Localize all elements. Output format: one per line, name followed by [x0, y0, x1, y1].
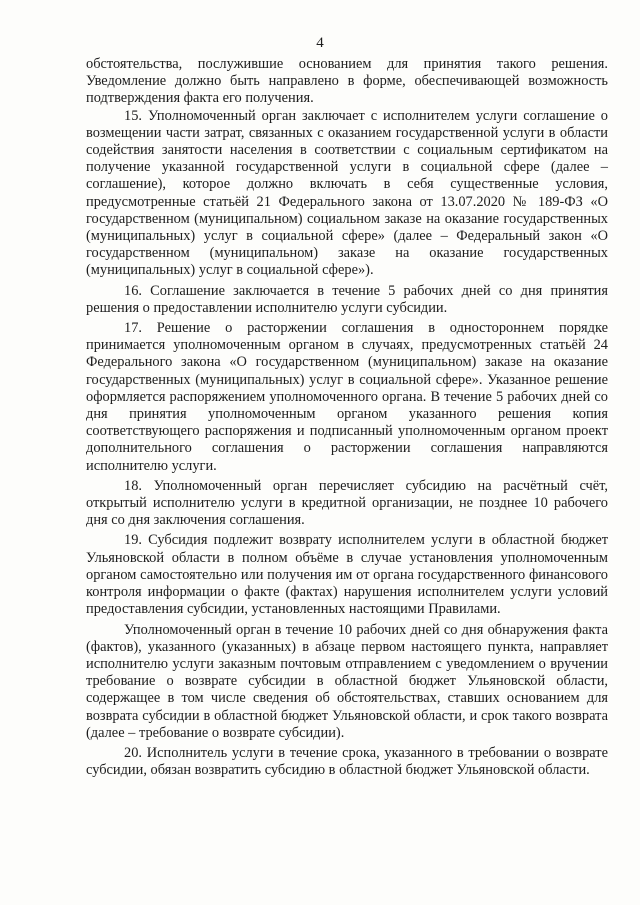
paragraph-17: 17. Решение о расторжении соглашения в одностороннем порядке принимается уполномоченным органом в случаях, предусмотренных статьёй 24 Федерального закона «О государственном (муниципальном) заказе на оказание государственных (муниципальных) услуг в социальной сфере». Указанное решение оформляется распоряжением уполномоченного органа. В течение 5 рабочих дней со дня принятия уполномоченным органом указанного решения копия соответствующего распоряжения и подписанный уполномоченным органом проект дополнительного соглашения о расторжении соглашения направляются исполнителю услуги. — [86, 320, 608, 474]
paragraph-20: 20. Исполнитель услуги в течение срока, указанного в требовании о возврате субсидии, обязан возвратить субсидию в областной бюджет Ульяновской области. — [86, 744, 608, 779]
document-body — [86, 56, 608, 779]
paragraph-19: 19. Субсидия подлежит возврату исполнителем услуги в областной бюджет Ульяновской области в полном объёме в случае установления уполномоченным органом самостоятельно или получения им от органа государственного финансового контроля информации о факте (фактах) нарушения исполнителем услуги условий предоставления субсидии, установленных настоящими Правилами. — [86, 532, 608, 618]
paragraph-18: 18. Уполномоченный орган перечисляет субсидию на расчётный счёт, открытый исполнителю услуги в кредитной организации, не позднее 10 рабочего дня со дня заключения соглашения. — [86, 477, 608, 529]
paragraph-16: 16. Соглашение заключается в течение 5 рабочих дней со дня принятия решения о предоставлении исполнителю услуги субсидии. — [86, 282, 608, 316]
page-number: 4 — [316, 35, 324, 51]
paragraph-continuation: обстоятельства, послужившие основанием для принятия такого решения. Уведомление должно быть направлено в форме, обеспечивающей возможность подтверждения факта его получения. — [86, 56, 608, 107]
paragraph-15: 15. Уполномоченный орган заключает с исполнителем услуги соглашение о возмещении части затрат, связанных с оказанием государственной услуги в области содействия занятости населения в соответствии с социальным сертификатом на получение указанной государственной услуги в социальной сфере (далее – соглашение), которое должно включать в себя существенные условия, предусмотренные статьёй 21 Федерального закона от 13.07.2020 № 189-ФЗ «О государственном (муниципальном) социальном заказе на оказание государственных (муниципальных) услуг в социальной сфере» (далее – Федеральный закон «О государственном (муниципальном) заказе на оказание государственных (муниципальных) услуг в социальной сфере»). — [86, 107, 608, 279]
paragraph-19-part-2: Уполномоченный орган в течение 10 рабочих дней со дня обнаружения факта (фактов), указанного (указанных) в абзаце первом настоящего пункта, направляет исполнителю услуги заказным почтовым отправлением с уведомлением о вручении требование о возврате субсидии в областной бюджет Ульяновской области, содержащее в том числе сведения об обстоятельствах, ставших основанием для возврата субсидии в областной бюджет Ульяновской области, и срок такого возврата (далее – требование о возврате субсидии). — [86, 621, 608, 741]
